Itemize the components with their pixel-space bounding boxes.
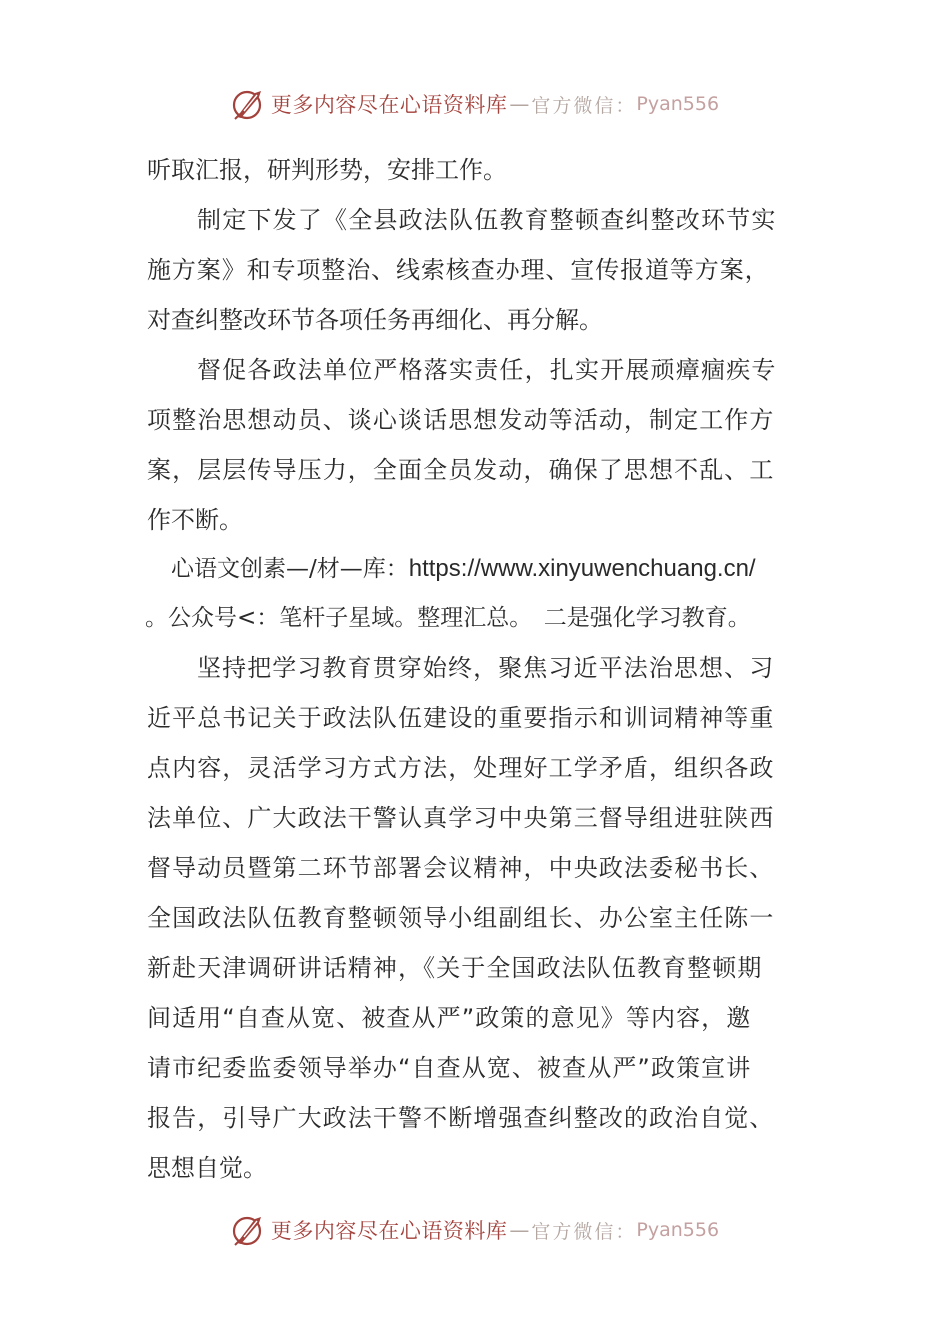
body-line: 督导动员暨第二环节部署会议精神，中央政法委秘书长、 <box>147 854 775 882</box>
body-line: 近平总书记关于政法队伍建设的重要指示和训词精神等重 <box>147 704 775 732</box>
body-line: 制定下发了《全县政法队伍教育整顿查纠整改环节实 <box>197 206 777 234</box>
banner-official-label: 官方微信： <box>531 1220 637 1243</box>
body-line: 坚持把学习教育贯穿始终，聚焦习近平法治思想、习 <box>197 654 775 682</box>
body-line: 案，层层传导压力，全面全员发动，确保了思想不乱、工 <box>147 456 775 484</box>
header-banner <box>0 84 950 124</box>
body-line: 听取汇报，研判形势，安排工作。 <box>147 156 507 184</box>
quill-pen-logo-icon <box>231 87 265 121</box>
body-line: 间适用“自查从宽、被查从严”政策的意见》等内容，邀 <box>147 1004 752 1032</box>
body-line: 。公众号<：笔杆子星域。整理汇总。 二是强化学习教育。 <box>145 605 751 631</box>
body-line: 思想自觉。 <box>147 1154 267 1182</box>
source-line <box>171 549 811 589</box>
body-line: 对查纠整改环节各项任务再细化、再分解。 <box>147 306 603 334</box>
source-label: 心语文创素—/材—库： <box>171 556 409 582</box>
body-line: 法单位、广大政法干警认真学习中央第三督导组进驻陕西 <box>147 804 775 832</box>
body-line: 施方案》和专项整治、线索核查办理、宣传报道等方案， <box>147 256 770 284</box>
body-line: 项整治思想动员、谈心谈话思想发动等活动，制定工作方 <box>147 406 775 434</box>
banner-dash: — <box>509 92 530 116</box>
footer-banner <box>0 1210 950 1250</box>
body-line: 新赴天津调研讲话精神，《关于全国政法队伍教育整顿期 <box>147 954 763 982</box>
banner-wechat-id: Pyan556 <box>636 1219 720 1241</box>
banner-official-label: 官方微信： <box>531 94 637 117</box>
body-line: 全国政法队伍教育整顿领导小组副组长、办公室主任陈一 <box>147 904 775 932</box>
body-line: 作不断。 <box>147 506 243 534</box>
body-line: 报告，引导广大政法干警不断增强查纠整改的政治自觉、 <box>147 1104 775 1132</box>
banner-wechat-id: Pyan556 <box>636 93 720 115</box>
banner-main-text: 更多内容尽在心语资料库 <box>270 1219 508 1243</box>
body-line: 请市纪委监委领导举办“自查从宽、被查从严”政策宣讲 <box>147 1054 752 1082</box>
quill-pen-logo-icon <box>231 1213 265 1247</box>
banner-dash: — <box>509 1218 530 1242</box>
banner-main-text: 更多内容尽在心语资料库 <box>270 93 508 117</box>
source-url-link[interactable]: https://www.xinyuwenchuang.cn/ <box>408 555 756 582</box>
body-line: 督促各政法单位严格落实责任，扎实开展顽瘴痼疾专 <box>197 356 777 384</box>
body-line: 点内容，灵活学习方式方法，处理好工学矛盾，组织各政 <box>147 754 775 782</box>
